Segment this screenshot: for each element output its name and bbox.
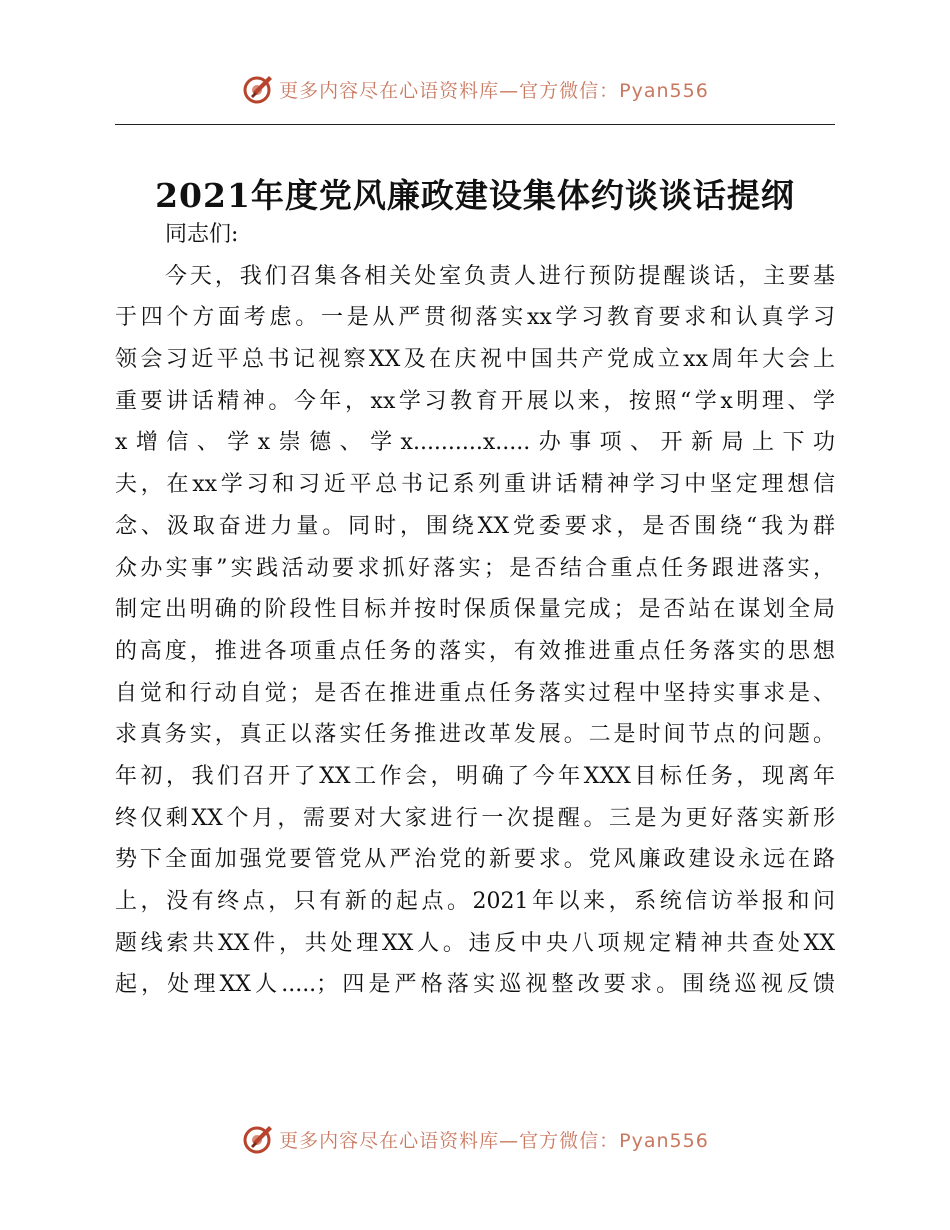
document-title: 2021年度党风廉政建设集体约谈谈话提纲 [155,176,795,215]
banner-text: 更多内容尽在心语资料库—官方微信：Pyan556 [279,1129,709,1152]
salutation: 同志们: [165,222,239,247]
paragraph-line: 夫，在xx学习和习近平总书记系列重讲话精神学习中坚定理想信 [115,472,835,498]
paragraph-line: 今天，我们召集各相关处室负责人进行预防提醒谈话，主要基 [165,263,835,289]
paragraph-line: 念、汲取奋进力量。同时，围绕XX党委要求，是否围绕“我为群 [115,513,835,539]
paragraph-line: 领会习近平总书记视察XX及在庆祝中国共产党成立xx周年大会上 [115,347,835,373]
paragraph-line: 众办实事”实践活动要求抓好落实；是否结合重点任务跟进落实， [115,555,835,581]
header-divider [115,124,835,125]
paragraph-line: 于四个方面考虑。一是从严贯彻落实xx学习教育要求和认真学习 [115,305,835,331]
paragraph-line: 年初，我们召开了XX工作会，明确了今年XXX目标任务，现离年 [115,763,835,789]
paragraph-line: 自觉和行动自觉；是否在推进重点任务落实过程中坚持实事求是、 [115,680,835,706]
paragraph-line: 重要讲话精神。今年，xx学习教育开展以来，按照“学x明理、学 [115,388,835,414]
paragraph-line: x增信、学x崇德、学x..........x.....办事项、开新局上下功 [115,430,835,456]
paragraph-line: 势下全面加强党要管党从严治党的新要求。党风廉政建设永远在路 [115,847,835,873]
header-banner [0,71,950,107]
banner-text: 更多内容尽在心语资料库—官方微信：Pyan556 [279,79,709,102]
paragraph-line: 的高度，推进各项重点任务的落实，有效推进重点任务落实的思想 [115,638,835,664]
paragraph-line: 上，没有终点，只有新的起点。2021年以来，系统信访举报和问 [115,889,835,914]
document-body [115,214,835,1006]
brush-circle-logo-icon [241,1122,275,1156]
paragraph-line: 求真务实，真正以落实任务推进改革发展。二是时间节点的问题。 [115,722,835,748]
paragraph-line: 制定出明确的阶段性目标并按时保质保量完成；是否站在谋划全局 [115,597,835,623]
paragraph-line: 起，处理XX人.....；四是严格落实巡视整改要求。围绕巡视反馈 [115,972,835,998]
paragraph-line: 终仅剩XX个月，需要对大家进行一次提醒。三是为更好落实新形 [115,805,835,831]
brush-circle-logo-icon [241,72,275,106]
footer-banner [0,1121,950,1157]
paragraph-line: 题线索共XX件，共处理XX人。违反中央八项规定精神共查处XX [115,930,835,956]
